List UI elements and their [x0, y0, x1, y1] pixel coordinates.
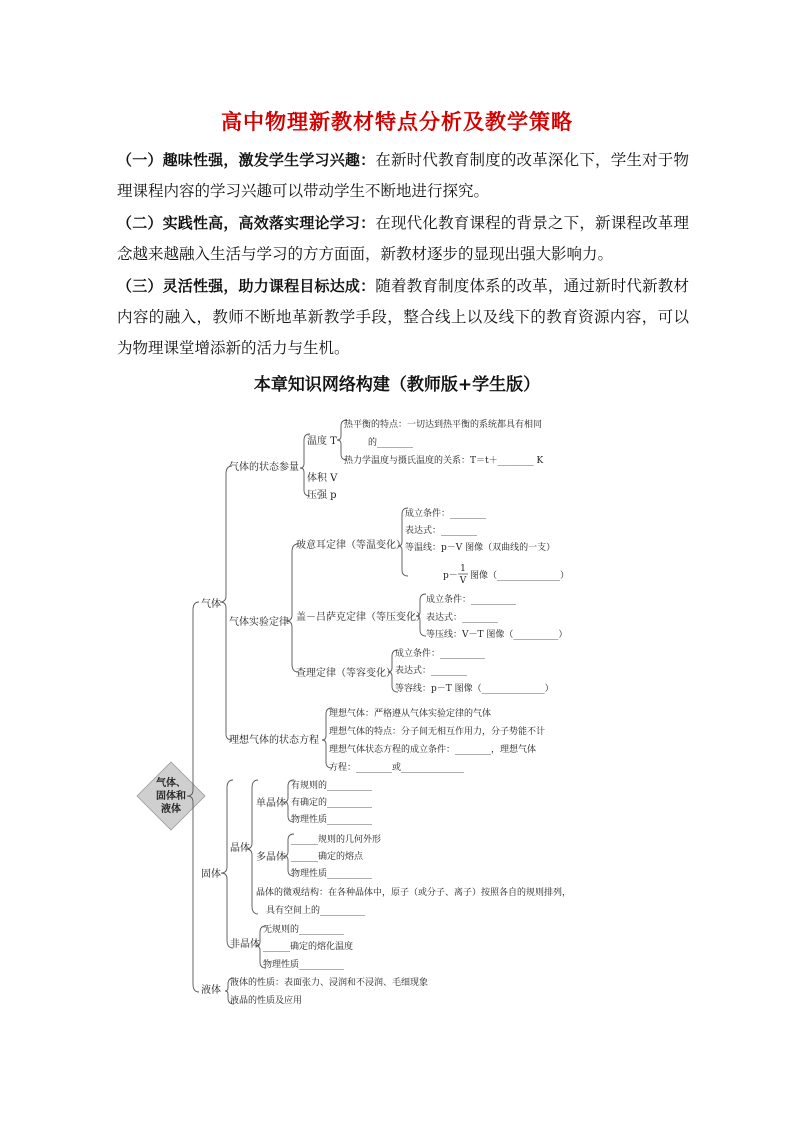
section-2	[117, 208, 689, 270]
section-3-text: 随着教育制度体系的改革，通过新时代新教材内容的融入，教师不断地革新教学手段，整合线上以及线下的教育资源内容，可以为物理课堂增添新的活力与生机。	[117, 277, 689, 357]
single-property: 物理性质__________	[291, 815, 373, 825]
node-pressure: 压强 p	[307, 490, 337, 501]
ideal-feature: 理想气体的特点：分子间无相互作用力，分子势能不计	[329, 727, 546, 737]
node-crystal: 晶体	[230, 843, 250, 854]
section-2-text: 在现代化教育课程的背景之下，新课程改革理念越来越融入生活与学习的方方面面，新教材逐步的显现出强大影响力。	[117, 214, 689, 263]
ideal-def: 理想气体：严格遵从气体实验定律的气体	[329, 709, 492, 719]
node-polycrystal: 多晶体	[256, 852, 286, 863]
boyle-pv-label: p－	[443, 571, 458, 581]
node-solid: 固体	[201, 869, 221, 880]
temp-line-3: 热力学温度与摄氏温度的关系：T＝t＋________ K	[344, 456, 544, 466]
poly-melting: ______确定的熔点	[291, 852, 364, 862]
boyle-pv-graph: 图像（______________）	[470, 571, 570, 581]
charles-cond: 成立条件：__________	[395, 649, 486, 659]
single-melting: 有确定的__________	[291, 798, 373, 808]
boyle-isotherm: 等温线：p－V 图像（双曲线的一支）	[405, 543, 556, 553]
boyle-expr: 表达式：________	[405, 526, 478, 536]
temp-line-1: 热平衡的特点：一切达到热平衡的系统都具有相同	[344, 420, 543, 430]
liquid-crystal: 液晶的性质及应用	[230, 996, 303, 1006]
single-shape: 有规则的__________	[291, 781, 373, 791]
knowledge-network-title: 本章知识网络构建（教师版+学生版）	[253, 375, 541, 395]
node-amorphous: 非晶体	[230, 939, 260, 950]
root-label-3: 液体	[161, 804, 181, 815]
section-1-heading: （一）趣味性强，激发学生学习兴趣：	[117, 151, 376, 169]
node-single-crystal: 单晶体	[256, 798, 286, 809]
section-3-heading: （三）灵活性强，助力课程目标达成：	[117, 277, 376, 295]
charles-expr: 表达式：________	[395, 666, 468, 676]
boyle-frac-num: 1	[460, 564, 466, 574]
liquid-properties: 液体的性质：表面张力、浸润和不浸润、毛细现象	[230, 978, 429, 988]
page-title: 高中物理新教材特点分析及教学策略	[221, 110, 573, 134]
crystal-micro-1: 晶体的微观结构：在各种晶体中，原子（或分子、离子）按照各自的规则排列，	[256, 888, 572, 898]
section-1-text: 在新时代教育制度的改革深化下，学生对于物理课程内容的学习兴趣可以带动学生不断地进行探究。	[117, 151, 689, 200]
temp-line-2: 的________	[368, 438, 414, 448]
node-gay-lussac: 盖－吕萨克定律（等压变化）	[296, 612, 426, 623]
boyle-cond: 成立条件：________	[405, 509, 487, 519]
charles-isochore: 等容线：p－T 图像（______________）	[395, 684, 554, 694]
amorph-melting: ______确定的熔化温度	[263, 942, 354, 952]
node-exp-laws: 气体实验定律	[229, 617, 289, 628]
ideal-equation: 方程：________或______________	[329, 763, 465, 773]
section-1	[117, 145, 689, 207]
node-boyle: 玻意耳定律（等温变化）	[296, 540, 406, 551]
amorph-shape: 无规则的__________	[263, 925, 345, 935]
brace-solid	[221, 780, 233, 948]
amorph-property: 物理性质__________	[263, 960, 345, 970]
boyle-frac-den: V	[459, 576, 467, 586]
node-liquid: 液体	[201, 985, 221, 996]
node-volume: 体积 V	[307, 473, 338, 484]
node-temp: 温度 T	[307, 436, 337, 447]
gay-expr: 表达式：________	[426, 613, 499, 623]
node-charles: 查理定律（等容变化）	[296, 668, 396, 679]
crystal-micro-2: 具有空间上的__________	[266, 906, 366, 916]
gay-isobar: 等压线：V－T 图像（__________）	[426, 630, 568, 640]
ideal-condition: 理想气体状态方程的成立条件：________，理想气体	[329, 745, 537, 755]
node-ideal-gas: 理想气体的状态方程	[229, 735, 319, 746]
poly-shape: ______规则的几何外形	[291, 835, 382, 845]
knowledge-mindmap	[0, 400, 794, 1020]
gay-cond: 成立条件：__________	[426, 595, 517, 605]
section-3	[117, 271, 689, 364]
root-label-2: 固体和	[156, 791, 186, 802]
root-label-1: 气体、	[156, 778, 186, 789]
brace-exp-laws	[286, 544, 298, 672]
poly-property: 物理性质__________	[291, 869, 373, 879]
brace-gas	[220, 466, 232, 740]
node-gas: 气体	[201, 599, 221, 610]
section-2-heading: （二）实践性高，高效落实理论学习：	[117, 214, 376, 232]
node-state-params: 气体的状态参量	[229, 462, 299, 473]
